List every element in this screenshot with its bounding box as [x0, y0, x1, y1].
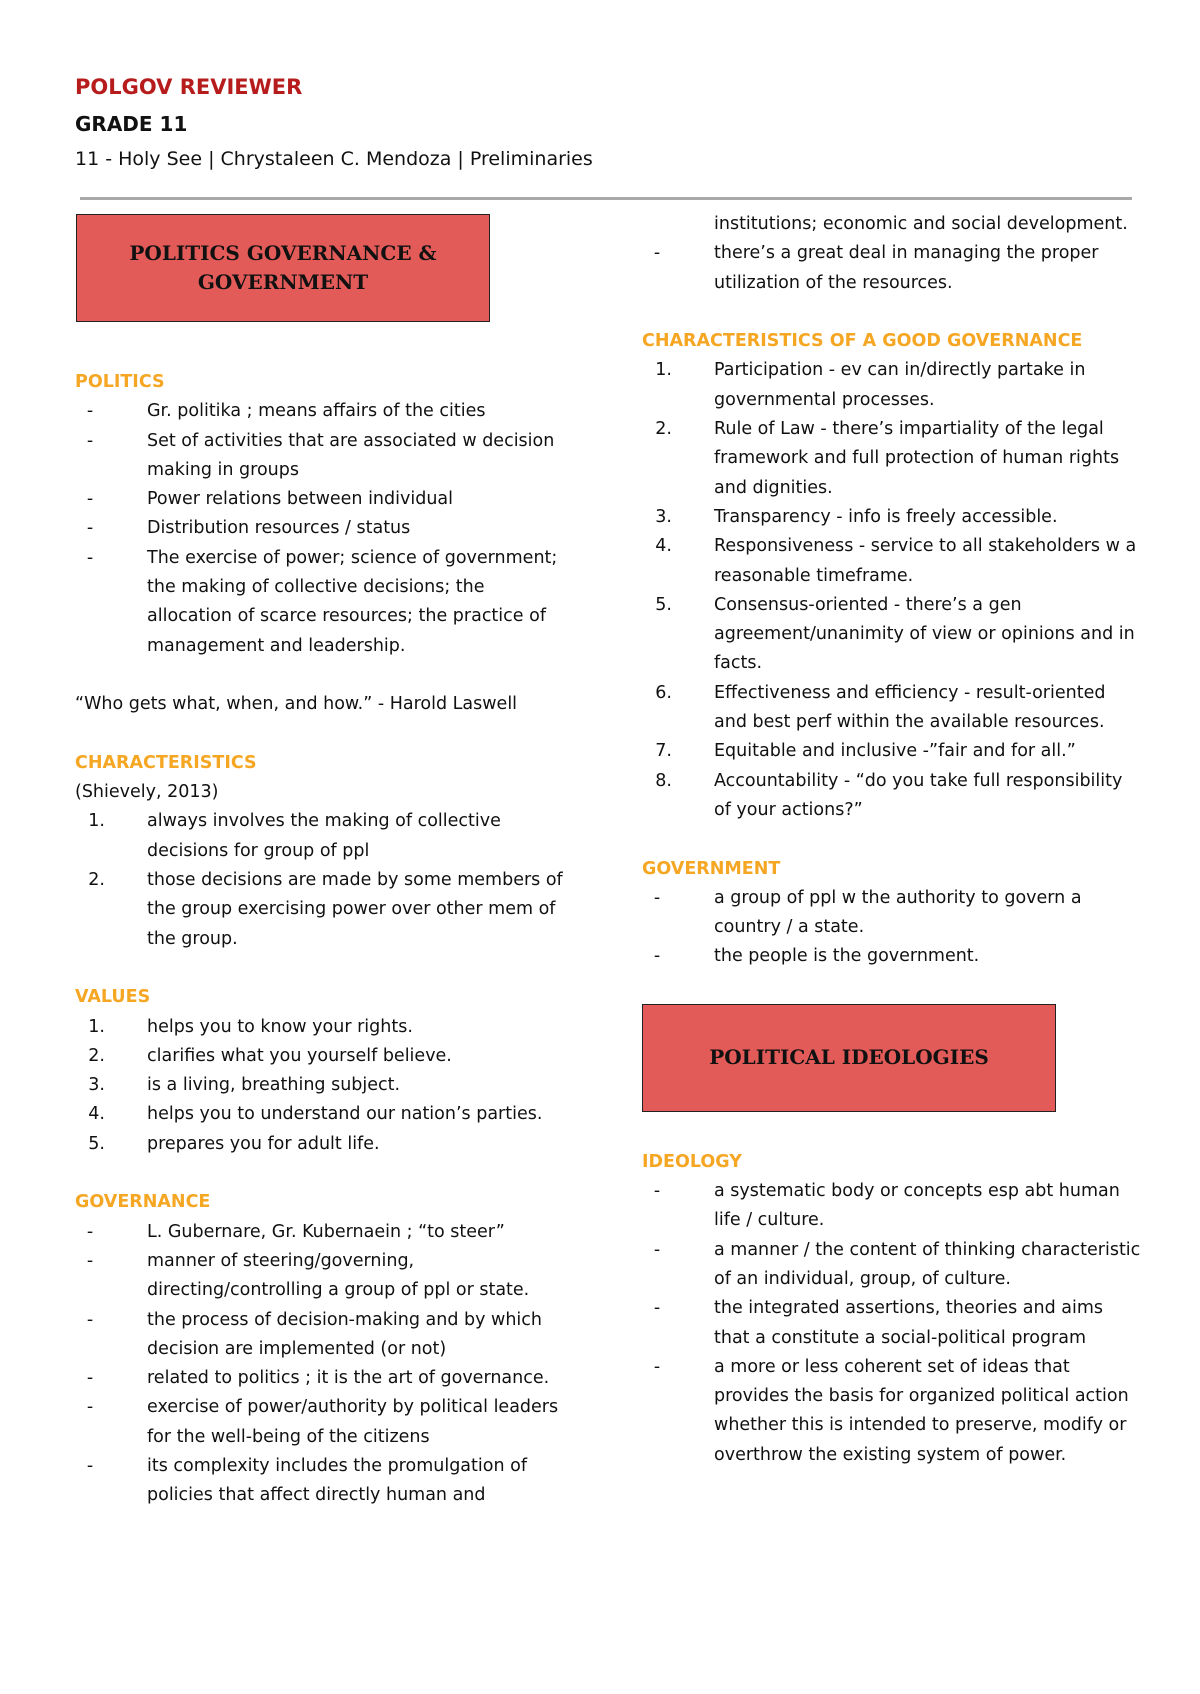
list-item: - a group of ppl w the authority to govern a country / a state.	[642, 884, 1142, 943]
list-item: 3. is a living, breathing subject.	[75, 1071, 575, 1100]
left-column	[75, 214, 575, 1511]
section-title-box-politics: POLITICS GOVERNANCE & GOVERNMENT	[76, 214, 490, 322]
list-item: - L. Gubernare, Gr. Kubernaein ; “to steer”	[75, 1218, 575, 1247]
list-item: - a systematic body or concepts esp abt human life / culture.	[642, 1177, 1142, 1236]
list-item: 8. Accountability - “do you take full responsibility of your actions?”	[642, 767, 1142, 826]
values-list	[75, 1013, 575, 1159]
list-item: 6. Effectiveness and efficiency - result-oriented and best perf within the available resources.	[642, 679, 1142, 738]
section-heading-governance: GOVERNANCE	[75, 1192, 211, 1213]
section-heading-characteristics: CHARACTERISTICS	[75, 752, 257, 773]
list-item: - Set of activities that are associated w decision making in groups	[75, 427, 575, 486]
list-item: - The exercise of power; science of government; the making of collective decisions; the allocation of scarce resources; the practice of management and leadership.	[75, 544, 575, 661]
list-item: - manner of steering/governing, directing/controlling a group of ppl or state.	[75, 1247, 575, 1306]
list-item: 2. clarifies what you yourself believe.	[75, 1042, 575, 1071]
section-title-box-ideologies: POLITICAL IDEOLOGIES	[642, 1004, 1056, 1112]
list-item: 1. always involves the making of collective decisions for group of ppl	[75, 807, 575, 866]
section-heading-values: VALUES	[75, 987, 151, 1008]
header-divider	[80, 197, 1132, 200]
list-item: 4. helps you to understand our nation’s parties.	[75, 1100, 575, 1129]
list-item: - the process of decision-making and by which decision are implemented (or not)	[75, 1306, 575, 1365]
list-item: 5. Consensus-oriented - there’s a gen agreement/unanimity of view or opinions and in facts.	[642, 591, 1142, 679]
list-item: - its complexity includes the promulgation of policies that affect directly human and	[75, 1452, 575, 1511]
section-heading-ideology: IDEOLOGY	[642, 1151, 742, 1172]
right-column	[642, 210, 1142, 1470]
list-item: 1. helps you to know your rights.	[75, 1013, 575, 1042]
characteristics-source: (Shievely, 2013)	[75, 782, 219, 803]
document-title: POLGOV REVIEWER	[75, 75, 303, 99]
ideology-list	[642, 1177, 1142, 1470]
list-item: - Distribution resources / status	[75, 514, 575, 543]
list-item: - the people is the government.	[642, 942, 1142, 971]
governance-list-continued	[642, 239, 1142, 298]
list-item: - there’s a great deal in managing the proper utilization of the resources.	[642, 239, 1142, 298]
document-header	[75, 72, 593, 172]
list-item: 1. Participation - ev can in/directly partake in governmental processes.	[642, 356, 1142, 415]
document-subtitle: 11 - Holy See | Chrystaleen C. Mendoza | Preliminaries	[75, 148, 593, 170]
good-governance-list	[642, 356, 1142, 825]
list-item: - exercise of power/authority by political leaders for the well-being of the citizens	[75, 1393, 575, 1452]
government-list	[642, 884, 1142, 972]
list-item: - a more or less coherent set of ideas that provides the basis for organized political action whether this is intended to preserve, modify or overthrow the existing system of power.	[642, 1353, 1142, 1470]
list-item: - Power relations between individual	[75, 485, 575, 514]
section-heading-good-governance: CHARACTERISTICS OF A GOOD GOVERNANCE	[642, 331, 1083, 352]
governance-continued-text: institutions; economic and social development.	[714, 214, 1128, 234]
governance-list	[75, 1218, 575, 1511]
politics-list	[75, 397, 575, 661]
list-item: - a manner / the content of thinking characteristic of an individual, group, of culture.	[642, 1236, 1142, 1295]
list-item: 3. Transparency - info is freely accessible.	[642, 503, 1142, 532]
list-item: 7. Equitable and inclusive -”fair and for all.”	[642, 737, 1142, 766]
list-item: 2. those decisions are made by some members of the group exercising power over other mem of the group.	[75, 866, 575, 954]
section-heading-politics: POLITICS	[75, 372, 165, 392]
list-item: 4. Responsiveness - service to all stakeholders w a reasonable timeframe.	[642, 532, 1142, 591]
laswell-quote: “Who gets what, when, and how.” - Harold Laswell	[75, 694, 518, 715]
section-heading-government: GOVERNMENT	[642, 858, 781, 879]
list-item: - the integrated assertions, theories and aims that a constitute a social-political program	[642, 1294, 1142, 1353]
list-item: - related to politics ; it is the art of governance.	[75, 1364, 575, 1393]
list-item: - Gr. politika ; means affairs of the cities	[75, 397, 575, 426]
grade-label: GRADE 11	[75, 112, 188, 136]
list-item: 2. Rule of Law - there’s impartiality of the legal framework and full protection of human rights and dignities.	[642, 415, 1142, 503]
list-item: 5. prepares you for adult life.	[75, 1130, 575, 1159]
characteristics-list	[75, 807, 575, 953]
